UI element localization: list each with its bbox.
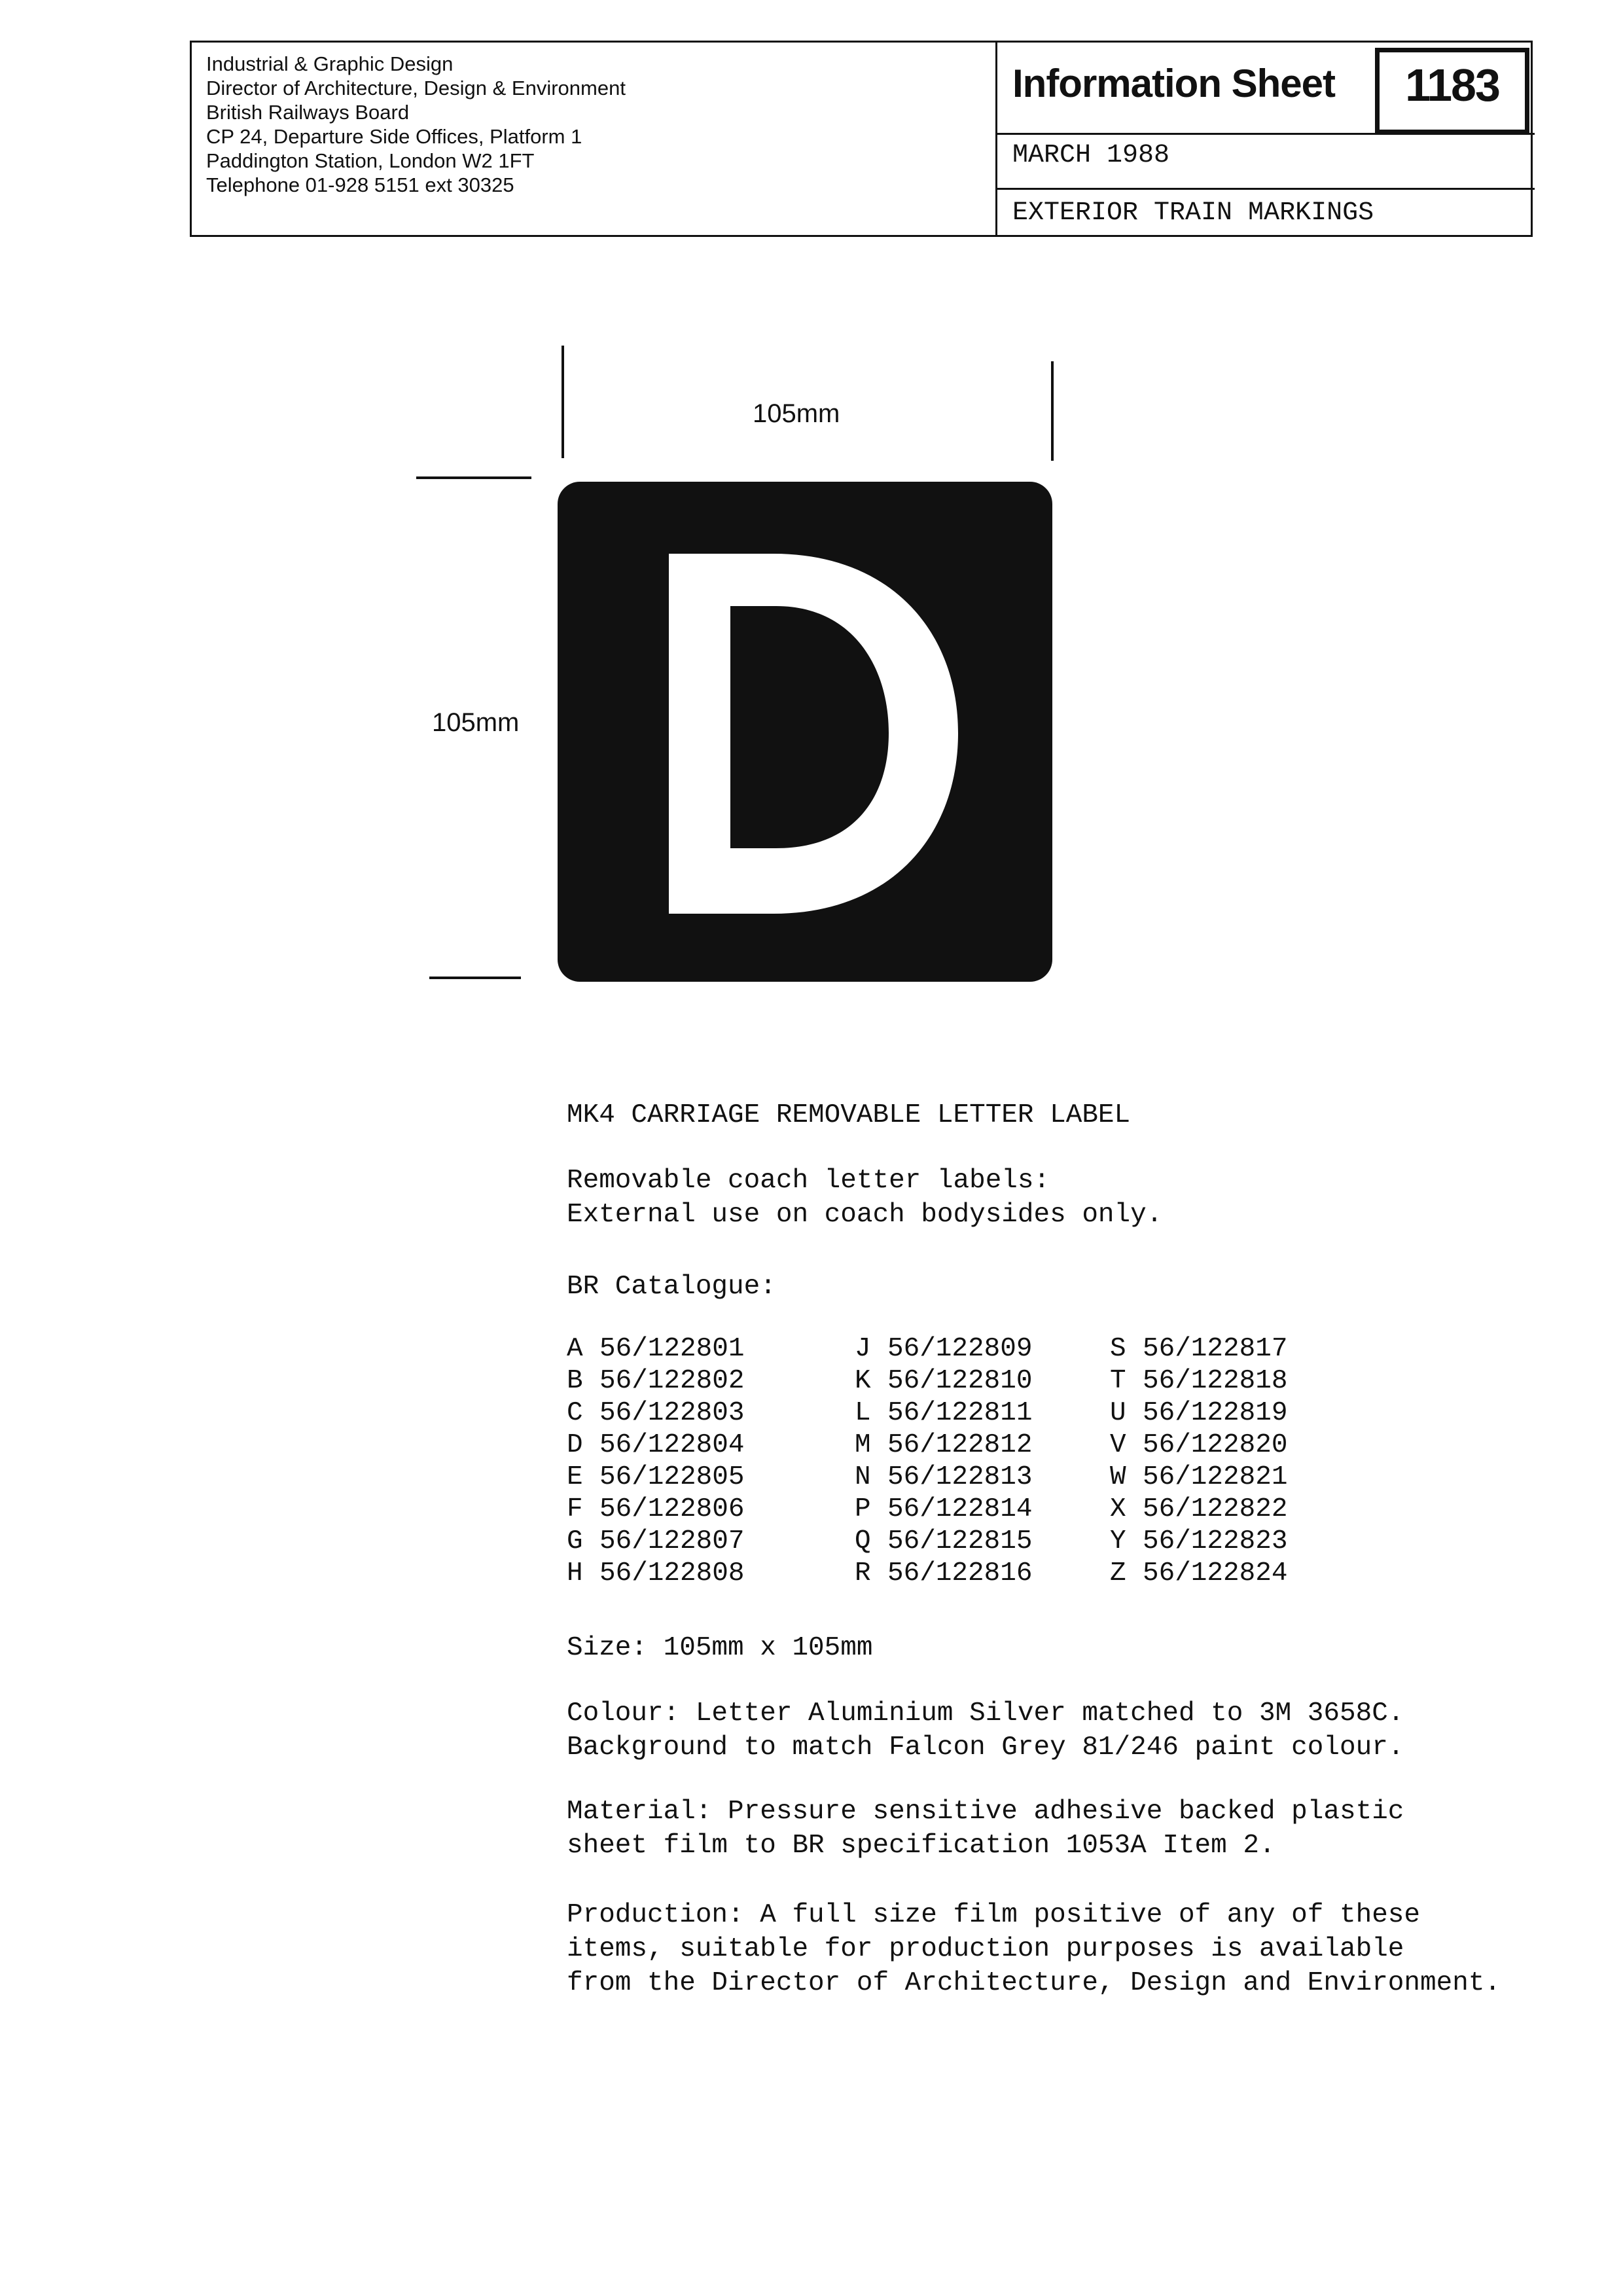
catalogue-entry: [1110, 1334, 1287, 1366]
catalogue-entry: [567, 1526, 744, 1558]
catalogue-code: 56/122802: [599, 1366, 745, 1396]
catalogue-letter: A: [567, 1334, 583, 1364]
catalogue-column: [855, 1334, 1032, 1590]
catalogue-entry: [1110, 1430, 1287, 1462]
catalogue-code: 56/122813: [887, 1462, 1033, 1492]
catalogue-letter: W: [1110, 1462, 1126, 1492]
catalogue-letter: V: [1110, 1430, 1126, 1460]
org-line: Industrial & Graphic Design: [206, 52, 454, 75]
catalogue-letter: L: [855, 1398, 871, 1428]
catalogue-code: 56/122822: [1143, 1494, 1288, 1524]
description-line: External use on coach bodysides only.: [567, 1200, 1163, 1230]
sheet-subject: EXTERIOR TRAIN MARKINGS: [1012, 198, 1374, 228]
org-line: British Railways Board: [206, 101, 410, 124]
description: [567, 1164, 1162, 1232]
catalogue-letter: G: [567, 1526, 583, 1556]
catalogue-entry: [855, 1398, 1032, 1430]
catalogue-code: 56/122814: [887, 1494, 1033, 1524]
catalogue-code: 56/122806: [599, 1494, 745, 1524]
colour-line: Background to match Falcon Grey 81/246 paint colour.: [567, 1732, 1404, 1763]
catalogue-code: 56/122812: [887, 1430, 1033, 1460]
catalogue-letter: M: [855, 1430, 871, 1460]
catalogue-entry: [855, 1494, 1032, 1526]
catalogue-entry: [1110, 1398, 1287, 1430]
catalogue-entry: [1110, 1462, 1287, 1494]
catalogue-column: [1110, 1334, 1287, 1590]
production-note: [567, 1898, 1501, 2000]
org-line: Director of Architecture, Design & Environment: [206, 77, 626, 99]
catalogue-letter: X: [1110, 1494, 1126, 1524]
sheet-date: MARCH 1988: [1012, 141, 1170, 170]
catalogue-code: 56/122805: [599, 1462, 745, 1492]
catalogue-entry: [567, 1462, 744, 1494]
size-spec: Size: 105mm x 105mm: [567, 1633, 873, 1663]
header-rule: [995, 188, 1535, 190]
catalogue-code: 56/122807: [599, 1526, 745, 1556]
catalogue-entry: [855, 1366, 1032, 1398]
catalogue-code: 56/122811: [887, 1398, 1033, 1428]
catalogue-entry: [567, 1494, 744, 1526]
catalogue-letter: C: [567, 1398, 583, 1428]
catalogue-table: [567, 1334, 1352, 1609]
catalogue-code: 56/122804: [599, 1430, 745, 1460]
production-line: from the Director of Architecture, Design and Environment.: [567, 1968, 1501, 1998]
header-rule: [995, 133, 1535, 135]
width-dimension-label: 105mm: [753, 399, 840, 428]
catalogue-letter: H: [567, 1558, 583, 1588]
org-line: Telephone 01-928 5151 ext 30325: [206, 173, 514, 196]
catalogue-letter: S: [1110, 1334, 1126, 1364]
catalogue-code: 56/122817: [1143, 1334, 1288, 1364]
catalogue-letter: Y: [1110, 1526, 1126, 1556]
catalogue-code: 56/122808: [599, 1558, 745, 1588]
material-spec: [567, 1795, 1404, 1863]
material-line: sheet film to BR specification 1053A Item 2.: [567, 1831, 1275, 1861]
catalogue-entry: [1110, 1558, 1287, 1590]
catalogue-letter: B: [567, 1366, 583, 1396]
catalogue-code: 56/122819: [1143, 1398, 1288, 1428]
catalogue-letter: J: [855, 1334, 871, 1364]
colour-line: Colour: Letter Aluminium Silver matched to 3M 3658C.: [567, 1698, 1404, 1729]
description-line: Removable coach letter labels:: [567, 1166, 1050, 1196]
catalogue-letter: Z: [1110, 1558, 1126, 1588]
catalogue-entry: [855, 1558, 1032, 1590]
height-dimension-label: 105mm: [432, 708, 520, 737]
catalogue-code: 56/122809: [887, 1334, 1033, 1364]
height-dimension-bottom-tick: [429, 977, 521, 979]
catalogue-code: 56/122823: [1143, 1526, 1288, 1556]
catalogue-entry: [855, 1462, 1032, 1494]
catalogue-entry: [567, 1398, 744, 1430]
catalogue-letter: P: [855, 1494, 871, 1524]
catalogue-code: 56/122803: [599, 1398, 745, 1428]
organisation-address: [206, 52, 626, 197]
info-sheet-header: [190, 41, 1533, 237]
org-line: CP 24, Departure Side Offices, Platform 1: [206, 125, 582, 148]
material-line: Material: Pressure sensitive adhesive backed plastic: [567, 1797, 1404, 1827]
letter-label-tile: [558, 482, 1052, 982]
catalogue-column: [567, 1334, 744, 1590]
label-title: MK4 CARRIAGE REMOVABLE LETTER LABEL: [567, 1100, 1131, 1130]
catalogue-code: 56/122824: [1143, 1558, 1288, 1588]
production-line: Production: A full size film positive of any of these: [567, 1900, 1421, 1930]
sheet-title: Information Sheet: [1012, 62, 1336, 105]
catalogue-letter: K: [855, 1366, 871, 1396]
catalogue-entry: [855, 1526, 1032, 1558]
catalogue-entry: [855, 1334, 1032, 1366]
catalogue-code: 56/122801: [599, 1334, 745, 1364]
width-dimension-right-tick: [1051, 361, 1054, 461]
catalogue-entry: [567, 1366, 744, 1398]
production-line: items, suitable for production purposes is available: [567, 1934, 1404, 1964]
catalogue-code: 56/122818: [1143, 1366, 1288, 1396]
height-dimension-top-tick: [416, 476, 531, 479]
catalogue-code: 56/122816: [887, 1558, 1033, 1588]
catalogue-entry: [1110, 1494, 1287, 1526]
catalogue-entry: [855, 1430, 1032, 1462]
catalogue-letter: E: [567, 1462, 583, 1492]
catalogue-letter: Q: [855, 1526, 871, 1556]
catalogue-letter: N: [855, 1462, 871, 1492]
catalogue-entry: [567, 1334, 744, 1366]
catalogue-entry: [1110, 1526, 1287, 1558]
catalogue-entry: [1110, 1366, 1287, 1398]
catalogue-heading: BR Catalogue:: [567, 1272, 776, 1302]
catalogue-letter: R: [855, 1558, 871, 1588]
catalogue-entry: [567, 1558, 744, 1590]
sheet-number: 1183: [1405, 60, 1499, 111]
catalogue-code: 56/122820: [1143, 1430, 1288, 1460]
catalogue-code: 56/122815: [887, 1526, 1033, 1556]
catalogue-entry: [567, 1430, 744, 1462]
header-divider: [995, 43, 997, 235]
catalogue-code: 56/122821: [1143, 1462, 1288, 1492]
org-line: Paddington Station, London W2 1FT: [206, 149, 535, 172]
catalogue-letter: D: [567, 1430, 583, 1460]
catalogue-letter: U: [1110, 1398, 1126, 1428]
sheet-number-box: [1375, 48, 1529, 134]
catalogue-letter: T: [1110, 1366, 1126, 1396]
catalogue-code: 56/122810: [887, 1366, 1033, 1396]
width-dimension-left-tick: [562, 346, 564, 458]
catalogue-letter: F: [567, 1494, 583, 1524]
colour-spec: [567, 1696, 1404, 1765]
